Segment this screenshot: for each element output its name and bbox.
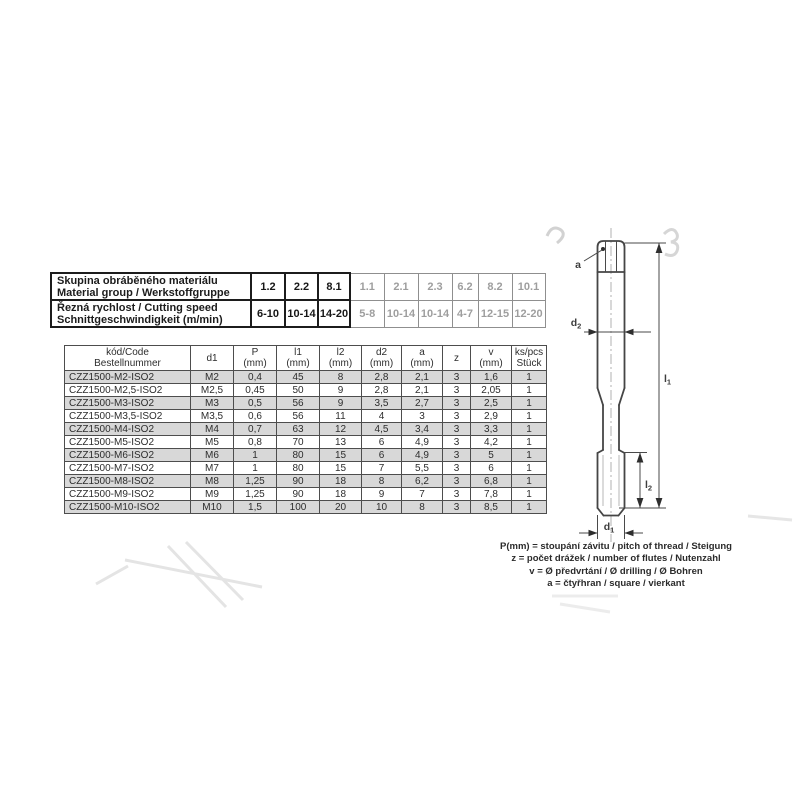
value-cell: 0,8 — [234, 436, 277, 449]
value-cell: 6 — [362, 436, 402, 449]
size-table-body — [65, 371, 547, 514]
value-cell: 1 — [512, 436, 547, 449]
column-header-line: Bestellnummer — [94, 358, 161, 369]
table-row — [65, 371, 547, 384]
column-header-line: kód/Code — [106, 347, 149, 358]
value-cell: M3,5 — [191, 410, 234, 423]
cutting-speed-label — [51, 300, 251, 327]
legend — [460, 541, 772, 591]
value-cell: 6 — [362, 449, 402, 462]
value-cell: 5 — [471, 449, 512, 462]
value-cell: 100 — [277, 501, 320, 514]
table-row — [65, 501, 547, 514]
column-header-line: v — [488, 347, 494, 358]
value-cell: 1 — [512, 384, 547, 397]
value-cell: 3 — [443, 423, 471, 436]
value-cell: 1 — [512, 397, 547, 410]
code-cell: CZZ1500-M10-ISO2 — [65, 501, 191, 514]
value-cell: 1 — [512, 410, 547, 423]
value-cell: 0,7 — [234, 423, 277, 436]
tap-technical-drawing — [545, 212, 790, 552]
column-header — [471, 346, 512, 371]
column-header-line: a — [419, 347, 425, 358]
cutting-speed-cell: 10-14 — [384, 300, 418, 327]
value-cell: 3 — [443, 501, 471, 514]
dim-label-l1: $l_1$ — [664, 373, 672, 387]
value-cell: 6 — [471, 462, 512, 475]
value-cell: 7,8 — [471, 488, 512, 501]
cutting-speed-cell: 12-20 — [512, 300, 545, 327]
size-header-row — [65, 346, 547, 371]
value-cell: 7 — [362, 462, 402, 475]
value-cell: 1 — [234, 449, 277, 462]
value-cell: 7 — [402, 488, 443, 501]
value-cell: 3 — [402, 410, 443, 423]
cutting-speed-table — [50, 272, 546, 328]
column-header-line: (mm) — [328, 358, 353, 369]
column-header — [277, 346, 320, 371]
value-cell: M9 — [191, 488, 234, 501]
label-line: Material group / Werkstoffgruppe — [57, 286, 230, 299]
value-cell: 1 — [512, 449, 547, 462]
cutting-speed-cell: 10-14 — [418, 300, 452, 327]
dim-label-l2: $l_2$ — [645, 479, 653, 493]
value-cell: 1 — [512, 501, 547, 514]
value-cell: 3 — [443, 462, 471, 475]
material-group-cell: 1.1 — [350, 273, 384, 300]
column-header-line: ks/pcs — [514, 347, 544, 358]
column-header — [65, 346, 191, 371]
code-cell: CZZ1500-M8-ISO2 — [65, 475, 191, 488]
value-cell: 8 — [320, 371, 362, 384]
value-cell: 2,5 — [471, 397, 512, 410]
value-cell: 2,8 — [362, 371, 402, 384]
material-group-row — [51, 273, 545, 300]
cutting-speed-row — [51, 300, 545, 327]
column-header-line: (mm) — [410, 358, 434, 369]
value-cell: 6,2 — [402, 475, 443, 488]
label-line: Skupina obráběného materiálu — [57, 274, 218, 287]
column-header — [191, 346, 234, 371]
table-row — [65, 410, 547, 423]
value-cell: 13 — [320, 436, 362, 449]
material-group-cell: 2.2 — [285, 273, 318, 300]
product-size-table — [64, 345, 547, 514]
legend-line-flutes: z = počet drážek / number of flutes / Nutenzahl — [511, 553, 721, 565]
value-cell: 50 — [277, 384, 320, 397]
value-cell: 3 — [443, 397, 471, 410]
cutting-speed-cell: 5-8 — [350, 300, 384, 327]
material-group-cell: 8.1 — [318, 273, 350, 300]
value-cell: M7 — [191, 462, 234, 475]
value-cell: 56 — [277, 410, 320, 423]
value-cell: M2 — [191, 371, 234, 384]
table-row — [65, 384, 547, 397]
material-group-label — [51, 273, 251, 300]
cutting-speed-cell: 12-15 — [478, 300, 512, 327]
material-group-cell: 6.2 — [452, 273, 478, 300]
table-row — [65, 462, 547, 475]
value-cell: 4,9 — [402, 449, 443, 462]
value-cell: 10 — [362, 501, 402, 514]
value-cell: 1 — [234, 462, 277, 475]
table-row — [65, 423, 547, 436]
value-cell: 11 — [320, 410, 362, 423]
value-cell: 3 — [443, 371, 471, 384]
column-header-line: z — [454, 352, 459, 364]
column-header — [443, 346, 471, 371]
value-cell: 20 — [320, 501, 362, 514]
code-cell: CZZ1500-M9-ISO2 — [65, 488, 191, 501]
value-cell: 1 — [512, 462, 547, 475]
dim-label-d2: $d_2$ — [570, 317, 582, 331]
table-row — [65, 475, 547, 488]
value-cell: 3 — [443, 384, 471, 397]
value-cell: 1 — [512, 488, 547, 501]
legend-line-drilling: v = Ø předvrtání / Ø drilling / Ø Bohren — [529, 565, 703, 577]
label-line: Řezná rychlost / Cutting speed — [57, 301, 218, 314]
value-cell: 80 — [277, 449, 320, 462]
value-cell: 0,4 — [234, 371, 277, 384]
value-cell: 8,5 — [471, 501, 512, 514]
value-cell: 1,6 — [471, 371, 512, 384]
value-cell: 15 — [320, 462, 362, 475]
value-cell: M6 — [191, 449, 234, 462]
cutting-speed-cell: 10-14 — [285, 300, 318, 327]
value-cell: 3,3 — [471, 423, 512, 436]
column-header-line: Stück — [516, 358, 542, 369]
value-cell: M4 — [191, 423, 234, 436]
value-cell: 2,7 — [402, 397, 443, 410]
value-cell: 1 — [512, 475, 547, 488]
value-cell: 18 — [320, 475, 362, 488]
value-cell: 8 — [402, 501, 443, 514]
column-header-line: d1 — [206, 352, 218, 364]
value-cell: 8 — [362, 475, 402, 488]
column-header — [234, 346, 277, 371]
column-header — [402, 346, 443, 371]
value-cell: 9 — [320, 397, 362, 410]
column-header-line: d2 — [375, 347, 388, 358]
value-cell: 1 — [512, 423, 547, 436]
code-cell: CZZ1500-M4-ISO2 — [65, 423, 191, 436]
column-header-line: (mm) — [286, 358, 310, 369]
value-cell: 80 — [277, 462, 320, 475]
value-cell: 90 — [277, 488, 320, 501]
table-row — [65, 488, 547, 501]
column-header-line: l2 — [336, 347, 345, 358]
value-cell: 3 — [443, 475, 471, 488]
material-group-cell: 1.2 — [251, 273, 285, 300]
column-header — [362, 346, 402, 371]
material-group-cell: 8.2 — [478, 273, 512, 300]
value-cell: 3 — [443, 449, 471, 462]
column-header-line: (mm) — [479, 358, 503, 369]
value-cell: 9 — [320, 384, 362, 397]
value-cell: 4,2 — [471, 436, 512, 449]
column-header-line: (mm) — [243, 358, 267, 369]
value-cell: M3 — [191, 397, 234, 410]
dim-label-d1: $d_1$ — [603, 521, 615, 535]
table-row — [65, 436, 547, 449]
value-cell: 2,1 — [402, 384, 443, 397]
value-cell: 15 — [320, 449, 362, 462]
column-header-line: P — [251, 347, 259, 358]
value-cell: 6,8 — [471, 475, 512, 488]
value-cell: M2,5 — [191, 384, 234, 397]
column-header — [512, 346, 547, 371]
value-cell: 1,25 — [234, 488, 277, 501]
value-cell: 1 — [512, 371, 547, 384]
value-cell: 5,5 — [402, 462, 443, 475]
code-cell: CZZ1500-M2-ISO2 — [65, 371, 191, 384]
value-cell: 3,4 — [402, 423, 443, 436]
label-line: Schnittgeschwindigkeit (m/min) — [57, 313, 223, 326]
code-cell: CZZ1500-M2,5-ISO2 — [65, 384, 191, 397]
legend-line-pitch: P(mm) = stoupání závitu / pitch of thread / Steigung — [500, 541, 732, 552]
code-cell: CZZ1500-M7-ISO2 — [65, 462, 191, 475]
value-cell: 2,8 — [362, 384, 402, 397]
material-group-cell: 2.1 — [384, 273, 418, 300]
dim-label-a: a — [575, 259, 581, 271]
column-header-line: (mm) — [369, 358, 394, 369]
value-cell: 0,45 — [234, 384, 277, 397]
value-cell: 56 — [277, 397, 320, 410]
value-cell: 3,5 — [362, 397, 402, 410]
value-cell: 1,25 — [234, 475, 277, 488]
value-cell: 3 — [443, 436, 471, 449]
cutting-speed-cell: 14-20 — [318, 300, 350, 327]
code-cell: CZZ1500-M6-ISO2 — [65, 449, 191, 462]
cutting-speed-cell: 4-7 — [452, 300, 478, 327]
value-cell: 0,6 — [234, 410, 277, 423]
code-cell: CZZ1500-M5-ISO2 — [65, 436, 191, 449]
value-cell: 45 — [277, 371, 320, 384]
value-cell: 3 — [443, 488, 471, 501]
value-cell: 1,5 — [234, 501, 277, 514]
value-cell: 2,05 — [471, 384, 512, 397]
material-group-cell: 2.3 — [418, 273, 452, 300]
column-header — [320, 346, 362, 371]
legend-line-square: a = čtyřhran / square / vierkant — [547, 578, 685, 590]
value-cell: 2,9 — [471, 410, 512, 423]
value-cell: 18 — [320, 488, 362, 501]
value-cell: 63 — [277, 423, 320, 436]
value-cell: 12 — [320, 423, 362, 436]
value-cell: M8 — [191, 475, 234, 488]
value-cell: 4,5 — [362, 423, 402, 436]
value-cell: 70 — [277, 436, 320, 449]
value-cell: 9 — [362, 488, 402, 501]
value-cell: M5 — [191, 436, 234, 449]
material-group-cell: 10.1 — [512, 273, 545, 300]
code-cell: CZZ1500-M3,5-ISO2 — [65, 410, 191, 423]
value-cell: 4,9 — [402, 436, 443, 449]
value-cell: 90 — [277, 475, 320, 488]
table-row — [65, 449, 547, 462]
code-cell: CZZ1500-M3-ISO2 — [65, 397, 191, 410]
table-row — [65, 397, 547, 410]
column-header-line: l1 — [294, 347, 302, 358]
value-cell: 0,5 — [234, 397, 277, 410]
value-cell: M10 — [191, 501, 234, 514]
value-cell: 4 — [362, 410, 402, 423]
value-cell: 3 — [443, 410, 471, 423]
value-cell: 2,1 — [402, 371, 443, 384]
cutting-speed-cell: 6-10 — [251, 300, 285, 327]
